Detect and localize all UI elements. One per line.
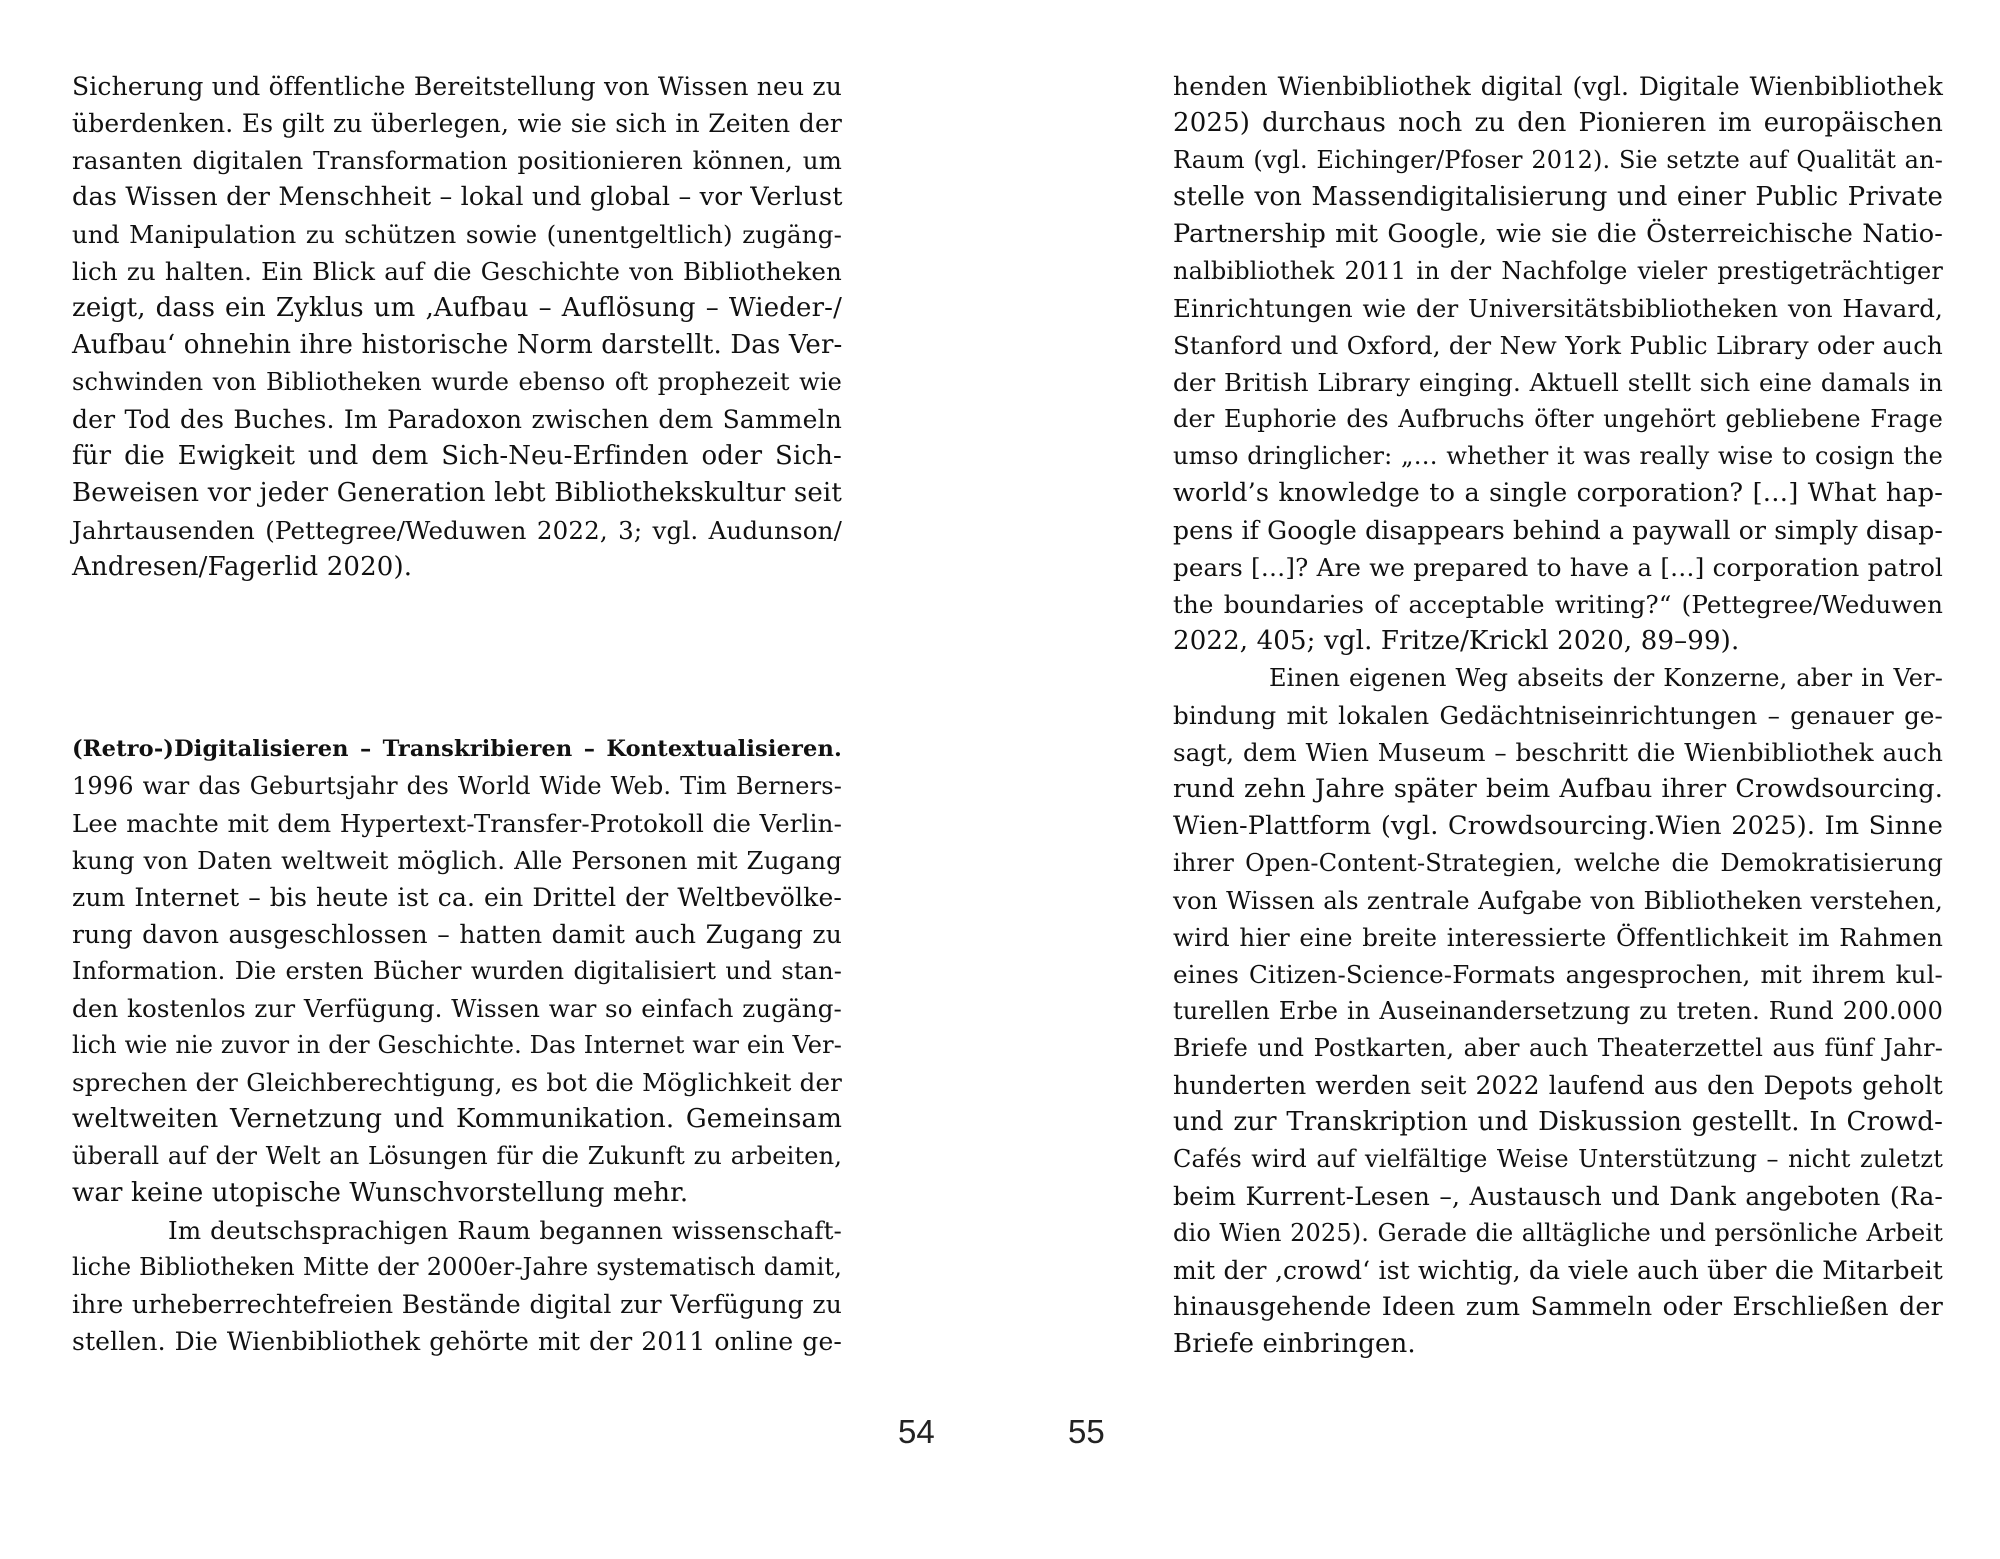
text-line: liche Bibliotheken Mitte der 2000er-Jahre systematisch damit, — [72, 1253, 842, 1281]
text-line: von Wissen als zentrale Aufgabe von Bibliotheken verstehen, — [1173, 886, 1943, 915]
text-line: zeigt, dass ein Zyklus um ‚Aufbau – Auflösung – Wieder-/ — [72, 293, 842, 323]
text-line: war keine utopische Wunschvorstellung mehr. — [72, 1178, 689, 1208]
text-line: rung davon ausgeschlossen – hatten damit auch Zugang zu — [72, 920, 842, 949]
text-line: überdenken. Es gilt zu überlegen, wie sie sich in Zeiten der — [72, 109, 842, 138]
text-line: hinausgehende Ideen zum Sammeln oder Erschließen der — [1173, 1292, 1943, 1322]
text-line: dio Wien 2025). Gerade die alltägliche und persönliche Arbeit — [1173, 1219, 1943, 1247]
text-line: Cafés wird auf vielfältige Weise Unterstützung – nicht zuletzt — [1173, 1145, 1943, 1173]
text-line: der British Library einging. Aktuell stellt sich eine damals in — [1173, 368, 1943, 397]
text-line: Jahrtausenden (Pettegree/Weduwen 2022, 3; vgl. Audunson/ — [72, 516, 842, 545]
text-line: Lee machte mit dem Hypertext-Transfer-Protokoll die Verlin- — [72, 809, 842, 838]
text-line: rasanten digitalen Transformation positionieren können, um — [72, 146, 842, 175]
text-line: lich zu halten. Ein Blick auf die Geschichte von Bibliotheken — [72, 257, 842, 286]
text-line: sagt, dem Wien Museum – beschritt die Wienbibliothek auch — [1173, 738, 1943, 767]
page-number: 55 — [1068, 1413, 1105, 1450]
text-line: weltweiten Vernetzung und Kommunikation. Gemeinsam — [72, 1104, 842, 1134]
text-line: Im deutschsprachigen Raum begannen wissenschaft- — [168, 1216, 842, 1245]
left-paragraph-1 — [72, 68, 842, 586]
text-line: world’s knowledge to a single corporation? […] What hap- — [1173, 478, 1943, 508]
text-line: turellen Erbe in Auseinandersetzung zu treten. Rund 200.000 — [1173, 997, 1943, 1025]
page-number: 54 — [898, 1413, 935, 1450]
text-line: Raum (vgl. Eichinger/Pfoser 2012). Sie setzte auf Qualität an- — [1173, 146, 1943, 174]
text-line: rund zehn Jahre später beim Aufbau ihrer Crowdsourcing. — [1173, 774, 1943, 804]
text-line: Einrichtungen wie der Universitätsbibliotheken von Havard, — [1173, 294, 1943, 323]
section-heading: (Retro-)Digitalisieren – Transkribieren – Kontextualisieren. — [72, 736, 842, 762]
text-line: der Euphorie des Aufbruchs öfter ungehört gebliebene Frage — [1173, 405, 1943, 433]
text-line: stellen. Die Wienbibliothek gehörte mit der 2011 online ge- — [72, 1327, 842, 1356]
text-line: und zur Transkription und Diskussion gestellt. In Crowd- — [1173, 1107, 1943, 1137]
text-line: und Manipulation zu schützen sowie (unentgeltlich) zugäng- — [72, 220, 842, 249]
text-line: der Tod des Buches. Im Paradoxon zwischen dem Sammeln — [72, 405, 842, 434]
text-line: Andresen/Fagerlid 2020). — [72, 552, 413, 582]
text-line: Briefe und Postkarten, aber auch Theaterzettel aus fünf Jahr- — [1173, 1034, 1943, 1062]
text-line: Stanford und Oxford, der New York Public Library oder auch — [1173, 331, 1943, 360]
text-line: 2025) durchaus noch zu den Pionieren im europäischen — [1173, 108, 1943, 138]
text-line: ihrer Open-Content-Strategien, welche die Demokratisierung — [1173, 849, 1943, 877]
text-line: schwinden von Bibliotheken wurde ebenso oft prophezeit wie — [72, 368, 842, 396]
text-line: umso dringlicher: „… whether it was really wise to cosign the — [1173, 442, 1943, 470]
text-line: pears […]? Are we prepared to have a […] corporation patrol — [1173, 553, 1943, 582]
text-line: hunderten werden seit 2022 laufend aus den Depots geholt — [1173, 1071, 1943, 1100]
right-paragraph-1 — [1173, 68, 1943, 1363]
text-line: Beweisen vor jeder Generation lebt Bibliothekskultur seit — [72, 478, 842, 508]
text-line: eines Citizen-Science-Formats angesprochen, mit ihrem kul- — [1173, 960, 1943, 989]
text-line: henden Wienbibliothek digital (vgl. Digitale Wienbibliothek — [1173, 72, 1943, 101]
text-line: beim Kurrent-Lesen –, Austausch und Dank angeboten (Ra- — [1173, 1182, 1943, 1211]
text-line: kung von Daten weltweit möglich. Alle Personen mit Zugang — [72, 846, 842, 875]
text-line: Einen eigenen Weg abseits der Konzerne, aber in Ver- — [1269, 664, 1943, 692]
right-page — [1000, 0, 2000, 1559]
text-line: sprechen der Gleichberechtigung, es bot die Möglichkeit der — [72, 1068, 842, 1097]
text-line: Wien-Plattform (vgl. Crowdsourcing.Wien 2025). Im Sinne — [1173, 811, 1943, 841]
text-line: pens if Google disappears behind a paywall or simply disap- — [1173, 516, 1943, 545]
text-line: das Wissen der Menschheit – lokal und global – vor Verlust — [72, 182, 843, 212]
text-line: Briefe einbringen. — [1173, 1329, 1416, 1359]
text-line: the boundaries of acceptable writing?“ (Pettegree/Weduwen — [1173, 590, 1943, 619]
text-line: 1996 war das Geburtsjahr des World Wide Web. Tim Berners- — [72, 772, 842, 800]
text-line: lich wie nie zuvor in der Geschichte. Das Internet war ein Ver- — [72, 1031, 842, 1059]
text-line: Aufbau‘ ohnehin ihre historische Norm darstellt. Das Ver- — [72, 330, 843, 360]
text-line: bindung mit lokalen Gedächtniseinrichtungen – genauer ge- — [1173, 701, 1943, 730]
text-line: Sicherung und öffentliche Bereitstellung von Wissen neu zu — [72, 72, 842, 101]
text-line: überall auf der Welt an Lösungen für die Zukunft zu arbeiten, — [72, 1142, 842, 1170]
text-line: ihre urheberrechtefreien Bestände digital zur Verfügung zu — [72, 1290, 842, 1319]
text-line: mit der ‚crowd‘ ist wichtig, da viele auch über die Mitarbeit — [1173, 1256, 1943, 1285]
text-line: nalbibliothek 2011 in der Nachfolge vieler prestigeträchtiger — [1173, 257, 1943, 285]
text-line: wird hier eine breite interessierte Öffentlichkeit im Rahmen — [1173, 923, 1943, 952]
text-line: stelle von Massendigitalisierung und einer Public Private — [1173, 182, 1943, 212]
text-line: Partnership mit Google, wie sie die Österreichische Natio- — [1173, 219, 1943, 249]
text-line: den kostenlos zur Verfügung. Wissen war so einfach zugäng- — [72, 994, 842, 1023]
text-line: zum Internet – bis heute ist ca. ein Drittel der Weltbevölke- — [72, 883, 842, 912]
left-section — [72, 731, 842, 1360]
text-line: 2022, 405; vgl. Fritze/Krickl 2020, 89–99). — [1173, 626, 1740, 656]
text-line: für die Ewigkeit und dem Sich-Neu-Erfinden oder Sich- — [72, 441, 842, 471]
text-line: Information. Die ersten Bücher wurden digitalisiert und stan- — [72, 957, 842, 985]
